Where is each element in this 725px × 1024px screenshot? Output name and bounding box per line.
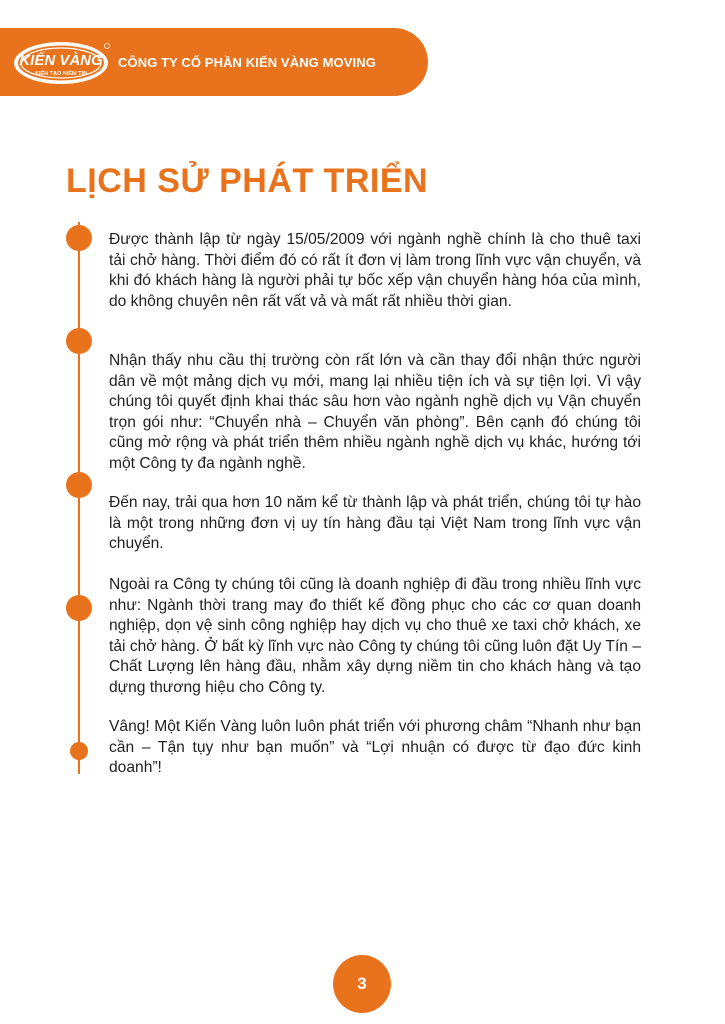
logo-text: KIẾN VÀNG [19,52,103,69]
history-paragraph-4: Ngoài ra Công ty chúng tôi cũng là doanh nghiệp đi đầu trong nhiều lĩnh vực như: Ngành thời trang may đo thiết kế đồng phục cho các cơ quan doanh nghiệp, dọn vệ sinh công nghiệp hay dịch vụ cho thuê xe taxi chở khách, xe tải chở hàng. Ở bất kỳ lĩnh vực nào Công ty chúng tôi cũng luôn đặt Uy Tín – Chất Lượng lên hàng đầu, nhằm xây dựng niềm tin cho khách hàng và tạo dựng thương hiệu cho Công ty. [109,576,641,696]
timeline-dot [70,742,88,760]
company-logo [12,40,110,86]
history-paragraph-1: Được thành lập từ ngày 15/05/2009 với ngành nghề chính là cho thuê taxi tải chở hàng. Thời điểm đó có rất ít đơn vị làm trong lĩnh vực vận chuyển, và khi đó khách hàng là người phải tự bốc xếp vận chuyển hàng hóa của mình, do không chuyên nên rất vất vả và mất rất nhiều thời gian. [109,231,641,310]
timeline-dot [66,595,92,621]
page-title: LỊCH SỬ PHÁT TRIỂN [66,162,429,200]
timeline-dot [66,472,92,498]
timeline-dot [66,328,92,354]
timeline-dot [66,225,92,251]
logo-tagline: KIẾN TẠO NIỀM TIN [35,71,87,77]
history-paragraph-3: Đến nay, trải qua hơn 10 năm kể từ thành lập và phát triển, chúng tôi tự hào là một trong những đơn vị uy tín hàng đầu tại Việt Nam trong lĩnh vực vận chuyển. [109,494,641,553]
history-paragraph-5: Vâng! Một Kiến Vàng luôn luôn phát triển với phương châm “Nhanh như bạn cần – Tận tụy như bạn muốn” và “Lợi nhuận có được từ đạo đức kinh doanh”! [109,718,641,777]
history-paragraph-2: Nhận thấy nhu cầu thị trường còn rất lớn và cần thay đổi nhận thức người dân về một mảng dịch vụ mới, mang lại nhiều tiện ích và sự tiện lợi. Vì vậy chúng tôi quyết định khai thác sâu hơn vào ngành nghề dịch vụ Vận chuyển trọn gói như: “Chuyển nhà – Chuyển văn phòng”. Bên cạnh đó chúng tôi cũng mở rộng và phát triển thêm nhiều ngành nghề dịch vụ khác, hướng tới một Công ty đa ngành nghề. [109,352,641,472]
page-number: 3 [333,955,391,1013]
company-name: CÔNG TY CỔ PHẦN KIẾN VÀNG MOVING [118,55,376,70]
timeline-line [78,222,80,774]
